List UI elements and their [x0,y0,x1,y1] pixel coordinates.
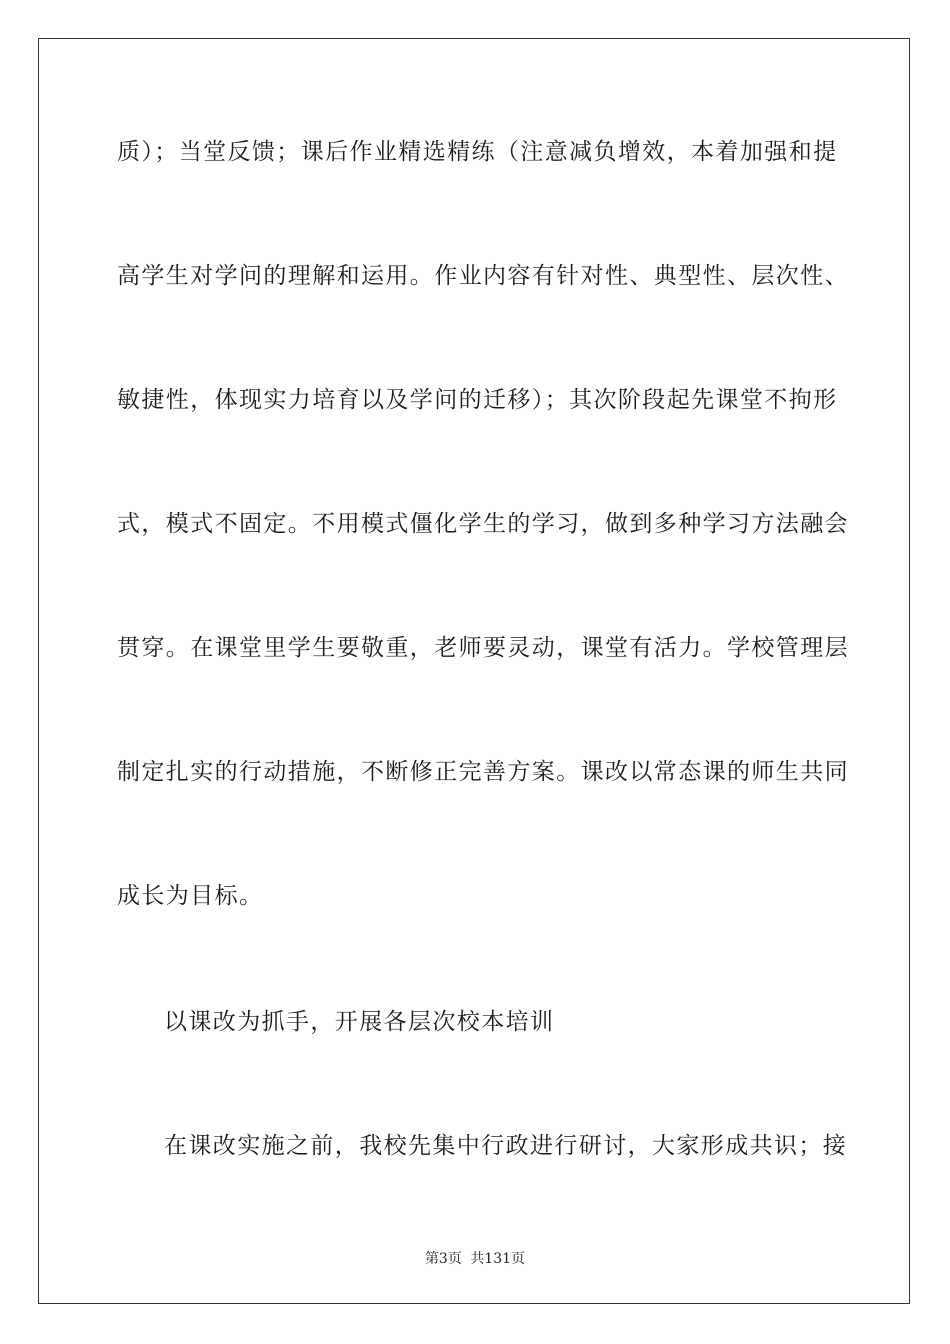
paragraph-2-line-1: 在课改实施之前，我校先集中行政进行研讨，大家形成共识；接 [164,1133,848,1159]
page-frame [38,38,910,1304]
body-line-1: 质）；当堂反馈；课后作业精选精练（注意减负增效，本着加强和提 [117,139,838,165]
body-line-4: 式，模式不固定。不用模式僵化学生的学习，做到多种学习方法融会 [117,511,849,537]
page-total: 共131页 [470,1251,526,1267]
body-line-6: 制定扎实的行动措施，不断修正完善方案。课改以常态课的师生共同 [117,759,849,785]
body-line-7: 成长为目标。 [117,883,264,909]
page-footer [0,1248,950,1268]
body-line-3: 敏捷性，体现实力培育以及学问的迁移）；其次阶段起先课堂不拘形 [117,387,838,413]
page-number: 第3页 [424,1251,462,1267]
body-line-2: 高学生对学问的理解和运用。作业内容有针对性、典型性、层次性、 [117,263,849,289]
body-line-5: 贯穿。在课堂里学生要敬重，老师要灵动，课堂有活力。学校管理层 [117,635,849,661]
section-heading: 以课改为抓手，开展各层次校本培训 [164,1009,555,1035]
